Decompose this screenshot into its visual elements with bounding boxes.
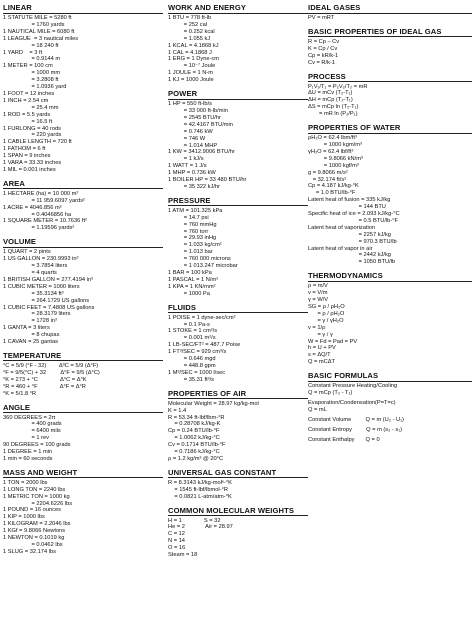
formula-line: C = 12: [168, 531, 185, 538]
formula-line: 1 SPAN = 9 inches: [3, 153, 51, 160]
formula-line: 1 STOKE = 1 cm²/s: [168, 328, 218, 335]
formula-line: 1 PASCAL = 1 N/m²: [168, 276, 219, 283]
formula-line: = 16.5 ft: [3, 118, 53, 125]
formula-line: He = 2 Air = 28.97: [168, 524, 233, 531]
formula-line: SG = ρ / ρH₂O: [308, 304, 345, 310]
formula-line: K = Cp / Cv: [308, 45, 338, 52]
formula-line: Q = mL: [308, 406, 327, 413]
formula-line: = 220 yards: [3, 132, 62, 139]
formula-line: N = 14: [168, 538, 185, 545]
section-title: THERMODYNAMICS: [308, 271, 472, 282]
formula-line: = 0.7186 kJ/kg-°C: [168, 449, 220, 456]
formula-line: = 1728 in³: [3, 318, 57, 325]
formula-line: ρ = 1.2 kg/m³ @ 20°C: [168, 455, 224, 462]
formula-line: Specific heat of ice = 2.093 kJ/kg-°C: [308, 211, 400, 218]
formula-line: = 264.1729 US gallons: [3, 297, 90, 304]
formula-line: = 2545 BTU/hr: [168, 114, 221, 121]
formula-line: 1 CUBIC METER = 1000 liters: [3, 283, 80, 290]
formula-line: = 0.4046856 ha: [3, 211, 72, 218]
formula-line: = 0.0462 lbs: [3, 542, 63, 548]
section-mass-and-weight: [3, 468, 163, 556]
section-title: BASIC FORMULAS: [308, 371, 472, 382]
formula-line: = 0.252 kcal: [168, 28, 215, 35]
formula-line: = 11 959.6097 yards²: [3, 197, 85, 204]
formula-line: = 1.014 MHP: [168, 142, 218, 149]
formula-line: = 9.8066 kN/m³: [308, 155, 363, 162]
formula-line: = 25.4 mm: [3, 104, 59, 111]
formula-line: Constant Pressure Heating/Cooling: [308, 383, 398, 390]
formula-line: Constant Entropy Q = m (s₂ - s₁): [308, 426, 403, 433]
formula-line: = 10⁻⁷ Joule: [168, 63, 216, 70]
formula-line: Cp = 0.24 BTU/lb-°F: [168, 428, 220, 435]
formula-line: = γ / γH₂O: [308, 317, 344, 324]
formula-line: °F = 9/5(°C) + 32 Δ°F = 9/5 (Δ°C): [3, 369, 100, 376]
formula-line: Latent heat of vapor in air: [308, 245, 373, 252]
formula-line: PV = mRT: [308, 15, 335, 21]
formula-line: Q = mCp (T₂ - T₁): [308, 390, 353, 397]
section-title: MASS AND WEIGHT: [3, 468, 163, 479]
formula-line: = 35.3134 ft³: [3, 290, 64, 297]
formula-line: = 1000 mm: [3, 70, 61, 77]
section-title: POWER: [168, 89, 308, 100]
section-volume: [3, 237, 163, 346]
formula-line: 1 POISE = 1 dyne-sec/cm²: [168, 314, 236, 321]
formula-line: 1 HP = 550 ft-lb/s: [168, 101, 212, 108]
formula-line: H = 1 S = 32: [168, 517, 221, 524]
section-basic-formulas: [308, 371, 472, 443]
formula-line: s = ΔQ/T: [308, 352, 331, 359]
formula-line: 1 ERG = 1 Dyne-cm: [168, 56, 220, 63]
formula-line: 1 KILOGRAM = 2.2046 lbs: [3, 521, 71, 528]
formula-line: = 2442 kJ/kg: [308, 252, 391, 259]
formula-line: = 0.1 Pa-s: [168, 321, 210, 328]
section-title: ANGLE: [3, 403, 163, 414]
formula-line: = mR ln (P₂/P₁): [308, 111, 358, 118]
formula-line: 1 LEAGUE = 3 nautical miles: [3, 35, 79, 42]
formula-line: = 970.3 BTU/lb: [308, 238, 397, 245]
formula-line: 90 DEGREES = 100 grads: [3, 442, 71, 449]
formula-line: °R = 460 + °F Δ°F = Δ°R: [3, 383, 86, 390]
formula-line: 1 KIP = 1000 lbs: [3, 514, 45, 521]
section-title: FLUIDS: [168, 303, 308, 314]
formula-line: = 2257 kJ/kg: [308, 231, 391, 238]
formula-line: 360 DEGREES = 2π: [3, 414, 56, 421]
formula-line: 1 GANTA = 3 liters: [3, 325, 50, 332]
formula-line: 1 ACRE = 4046.856 m²: [3, 204, 62, 211]
section-area: [3, 179, 163, 232]
formula-line: 1 VARA = 33.33 inches: [3, 160, 62, 167]
formula-line: = 33 000 ft-lb/min: [168, 107, 228, 114]
formula-line: = 1000 kgf/m³: [308, 162, 359, 169]
formula-line: 1 KW = 3412.9006 BTU/hr: [168, 149, 235, 156]
formula-line: R = Cp – Cv: [308, 38, 340, 45]
column-1: [3, 3, 163, 561]
formula-line: Latent heat of fusion = 335 kJ/kg: [308, 197, 391, 204]
formula-line: = 1050 BTU/lb: [308, 259, 396, 266]
formula-line: = 0.5 BTU/lb-°F: [308, 217, 398, 224]
formula-line: 1 POUND = 16 ounces: [3, 507, 62, 514]
formula-line: = 1.19596 yards²: [3, 225, 75, 232]
formula-line: 1 FATHOM = 6 ft: [3, 146, 46, 153]
formula-line: = 760 torr: [168, 228, 209, 235]
formula-line: 1 TON = 2000 lbs: [3, 479, 48, 486]
formula-line: = 400 grads: [3, 421, 62, 428]
formula-line: = 746 W: [168, 135, 206, 142]
formula-line: 1 CAVAN = 25 gantas: [3, 339, 58, 346]
formula-line: R = 8.3143 kJ/kg-molᵉ-°K: [168, 479, 232, 486]
formula-line: = 32.174 ft/s²: [308, 176, 347, 183]
formula-line: Molecular Weight = 28.97 kg/kg-mol: [168, 400, 259, 407]
section-angle: [3, 403, 163, 463]
formula-line: W = Fd = Pad = PV: [308, 338, 358, 345]
formula-line: 1 YARD = 3 ft: [3, 49, 43, 56]
section-power: [168, 89, 308, 191]
formula-line: 1 KCAL = 4.1868 kJ: [168, 42, 219, 49]
formula-line: = 760 000 microns: [168, 256, 231, 263]
section-properties-of-air: [168, 389, 308, 463]
formula-line: = 35 322 kJ/hr: [168, 183, 221, 190]
formula-line: 1 LONG TON = 2240 lbs: [3, 486, 66, 493]
section-process: [308, 72, 472, 119]
formula-line: 1 CUBIC FEET = 7.4808 US gallons: [3, 304, 95, 311]
formula-line: 1 BRITISH GALLON = 277.4194 in³: [3, 276, 93, 283]
formula-line: O = 16: [168, 545, 186, 552]
formula-line: = 0.746 kW: [168, 128, 213, 135]
formula-line: = 8 chupas: [3, 332, 60, 339]
formula-line: = 760 mmHg: [168, 221, 217, 228]
formula-line: = 448.8 gpm: [168, 362, 216, 369]
formula-line: = 1.0 BTU/lb-°F: [308, 190, 356, 197]
formula-line: P₁V₁/T₁ = P₂V₂/T₂ = mR: [308, 83, 368, 90]
formula-line: = 1760 yards: [3, 21, 65, 28]
section-basic-properties-of-ideal-gas: [308, 27, 472, 67]
formula-line: = 14.7 psi: [168, 214, 209, 221]
formula-line: = 0.28708 kJ/kg-K: [168, 421, 221, 428]
formula-line: = 0.9144 m: [3, 56, 61, 63]
formula-line: Cv = R/k-1: [308, 59, 336, 66]
formula-line: = 1.0062 kJ/kg-°C: [168, 435, 220, 442]
formula-line: 1 FOOT = 12 inches: [3, 90, 55, 97]
formula-line: 1 STATUTE MILE = 5280 ft: [3, 15, 72, 21]
formula-line: = 1.013 bar: [168, 249, 213, 256]
formula-line: 1 NEWTON = 0.1019 kg: [3, 535, 65, 542]
formula-line: = 252 cal: [168, 21, 208, 28]
formula-line: Constant Volume Q = m (U₂ - U₁): [308, 416, 404, 423]
formula-line: Cp = 4.187 kJ/kg-°K: [308, 183, 359, 190]
formula-line: = 1 kJ/s: [168, 156, 204, 163]
formula-line: 1 INCH = 2.54 cm: [3, 97, 49, 104]
formula-line: 1 WATT = 1 J/s: [168, 163, 207, 170]
formula-line: = 28.3179 liters: [3, 311, 71, 318]
formula-line: v = V/m: [308, 290, 328, 297]
section-title: IDEAL GASES: [308, 3, 472, 14]
formula-line: Cp = kR/k-1: [308, 52, 339, 59]
formula-line: 1 US GALLON = 230.9993 in³: [3, 256, 79, 263]
section-thermodynamics: [308, 271, 472, 366]
formula-line: ΔU = mCv (T₂-T₁): [308, 90, 353, 97]
formula-line: = 0.0821 L-atm/atm-°K: [168, 493, 232, 500]
formula-line: = 29.93 inHg: [168, 235, 217, 242]
formula-line: h = U + PV: [308, 345, 336, 352]
formula-line: 1 M³/SEC = 1000 l/sec: [168, 369, 226, 376]
formula-line: 1 KJ = 1000 Joule: [168, 77, 214, 84]
formula-line: = 1 rev: [3, 435, 49, 442]
formula-line: = 1545 ft-lbf/lbmol-°R: [168, 486, 228, 493]
formula-line: 1 ATM = 101.325 kPa: [168, 207, 223, 214]
formula-line: = 0.646 mgd: [168, 356, 216, 363]
formula-line: = 144 BTU: [308, 204, 386, 211]
column-3: [308, 3, 472, 449]
formula-line: 1 LB-SEC/FT² = 487.7 Poise: [168, 342, 241, 349]
formula-line: °K = 273 + °C Δ°C = Δ°K: [3, 376, 87, 383]
formula-line: = 1.033 kg/cm²: [168, 242, 222, 249]
formula-line: = 6400 mils: [3, 428, 61, 435]
formula-line: = 2204.6226 lbs: [3, 500, 73, 507]
formula-line: R = 53.34 ft-lbf/lbm-°R: [168, 414, 225, 421]
formula-line: = 4 quarts: [3, 270, 57, 276]
formula-line: 1 JOULE = 1 N-m: [168, 70, 214, 77]
formula-line: Cv = 0.1714 BTU/lb-°F: [168, 442, 226, 449]
formula-line: 1 SLUG = 32.174 lbs: [3, 548, 56, 555]
section-title: TEMPERATURE: [3, 351, 163, 362]
section-title: PRESSURE: [168, 196, 308, 207]
formula-line: Evaporation/Condensation(P=T=c): [308, 399, 396, 406]
section-title: PROCESS: [308, 72, 472, 83]
formula-line: 1 BTU = 778 ft-lb: [168, 15, 212, 21]
section-universal-gas-constant: [168, 468, 308, 501]
section-title: COMMON MOLECULAR WEIGHTS: [168, 506, 308, 517]
formula-line: 1 ROD = 5.5 yards: [3, 111, 51, 118]
formula-line: Steam = 18: [168, 552, 198, 559]
section-title: UNIVERSAL GAS CONSTANT: [168, 468, 308, 479]
section-title: PROPERTIES OF WATER: [308, 123, 472, 134]
section-common-molecular-weights: [168, 506, 308, 559]
formula-line: 1 MHP = 0.736 kW: [168, 170, 216, 177]
section-title: LINEAR: [3, 3, 163, 14]
section-properties-of-water: [308, 123, 472, 266]
formula-line: g = 9.8066 m/s²: [308, 169, 348, 176]
formula-line: γH₂O = 62.4 lbf/ft³: [308, 148, 354, 155]
formula-line: γ = W/V: [308, 297, 329, 304]
formula-line: = 3.7854 liters: [3, 263, 68, 270]
formula-line: = 18 240 ft: [3, 42, 59, 49]
formula-line: 1 FT³/SEC = 929 cm³/s: [168, 349, 227, 356]
formula-line: = 1.055 kJ: [168, 35, 211, 42]
formula-line: 1 KPA = 1 KN/mm²: [168, 283, 216, 290]
section-title: PROPERTIES OF AIR: [168, 389, 308, 400]
formula-line: 1 METRIC TON = 1000 kg: [3, 493, 70, 500]
formula-line: 1 CABLE LENGTH = 720 ft: [3, 139, 72, 146]
formula-line: ρH₂O = 62.4 lbm/ft³: [308, 135, 357, 142]
formula-line: °C = 5/9 (°F - 32) ΔºC = 5/9 (Δ°F): [3, 362, 99, 369]
formula-line: = 1.0936 yard: [3, 84, 67, 91]
formula-line: = 1000 Pa: [168, 290, 210, 297]
formula-line: 1 HECTARE (ha) = 10 000 m²: [3, 190, 79, 197]
formula-line: Constant Enthalpy Q = 0: [308, 436, 380, 443]
section-title: AREA: [3, 179, 163, 190]
formula-line: ΔS = mCp ln (T₂-T₁): [308, 104, 359, 111]
formula-line: = 1 013.247 microbar: [168, 263, 238, 270]
formula-line: 1 BOILER HP = 33 480 BTU/hr: [168, 177, 247, 184]
formula-line: 1 MIL = 0.001 inches: [3, 166, 56, 173]
formula-line: 1 NAUTICAL MILE = 6080 ft: [3, 28, 75, 35]
formula-line: 1 CAL = 4.1868 J: [168, 49, 212, 56]
formula-line: = γ / γ: [308, 331, 333, 338]
formula-line: = 35.31 ft³/s: [168, 376, 214, 383]
formula-line: v = 1/ρ: [308, 324, 326, 331]
formula-line: = 3.2808 ft: [3, 77, 59, 84]
formula-line: = 1000 kgm/m³: [308, 141, 362, 148]
formula-line: 1 min = 60 seconds: [3, 455, 53, 462]
section-ideal-gases: [308, 3, 472, 22]
formula-line: Latent heat of vaporization: [308, 224, 376, 231]
section-title: BASIC PROPERTIES OF IDEAL GAS: [308, 27, 472, 38]
formula-line: K = 1.4: [168, 407, 187, 414]
formula-line: Q = mCΔT: [308, 359, 336, 366]
section-work-and-energy: [168, 3, 308, 84]
section-pressure: [168, 196, 308, 298]
formula-line: = 42.4167 BTU/min: [168, 121, 233, 128]
section-linear: [3, 3, 163, 174]
formula-line: = ρ / ρH₂O: [308, 310, 345, 317]
formula-line: °K = 5/1.8 °R: [3, 390, 37, 397]
formula-line: = 0.001 m²/s: [168, 335, 216, 342]
formula-line: 1 BAR = 100 kPa: [168, 270, 212, 276]
formula-line: 1 FURLONG = 40 rods: [3, 125, 62, 132]
section-temperature: [3, 351, 163, 398]
formula-line: 1 QUART = 2 pints: [3, 249, 51, 256]
formula-line: 1 METER = 100 cm: [3, 63, 53, 70]
section-title: WORK AND ENERGY: [168, 3, 308, 14]
section-title: VOLUME: [3, 237, 163, 248]
formula-line: ρ = m/V: [308, 283, 328, 290]
formula-line: ΔH = mCp (T₂-T₁): [308, 97, 353, 104]
section-fluids: [168, 303, 308, 384]
formula-line: 1 SQUARE METER = 10.7636 ft²: [3, 218, 87, 225]
formula-line: 1 KGf = 9.8066 Newtons: [3, 528, 66, 535]
formula-line: 1 DEGREE = 1 min: [3, 449, 53, 456]
column-2: [168, 3, 308, 564]
